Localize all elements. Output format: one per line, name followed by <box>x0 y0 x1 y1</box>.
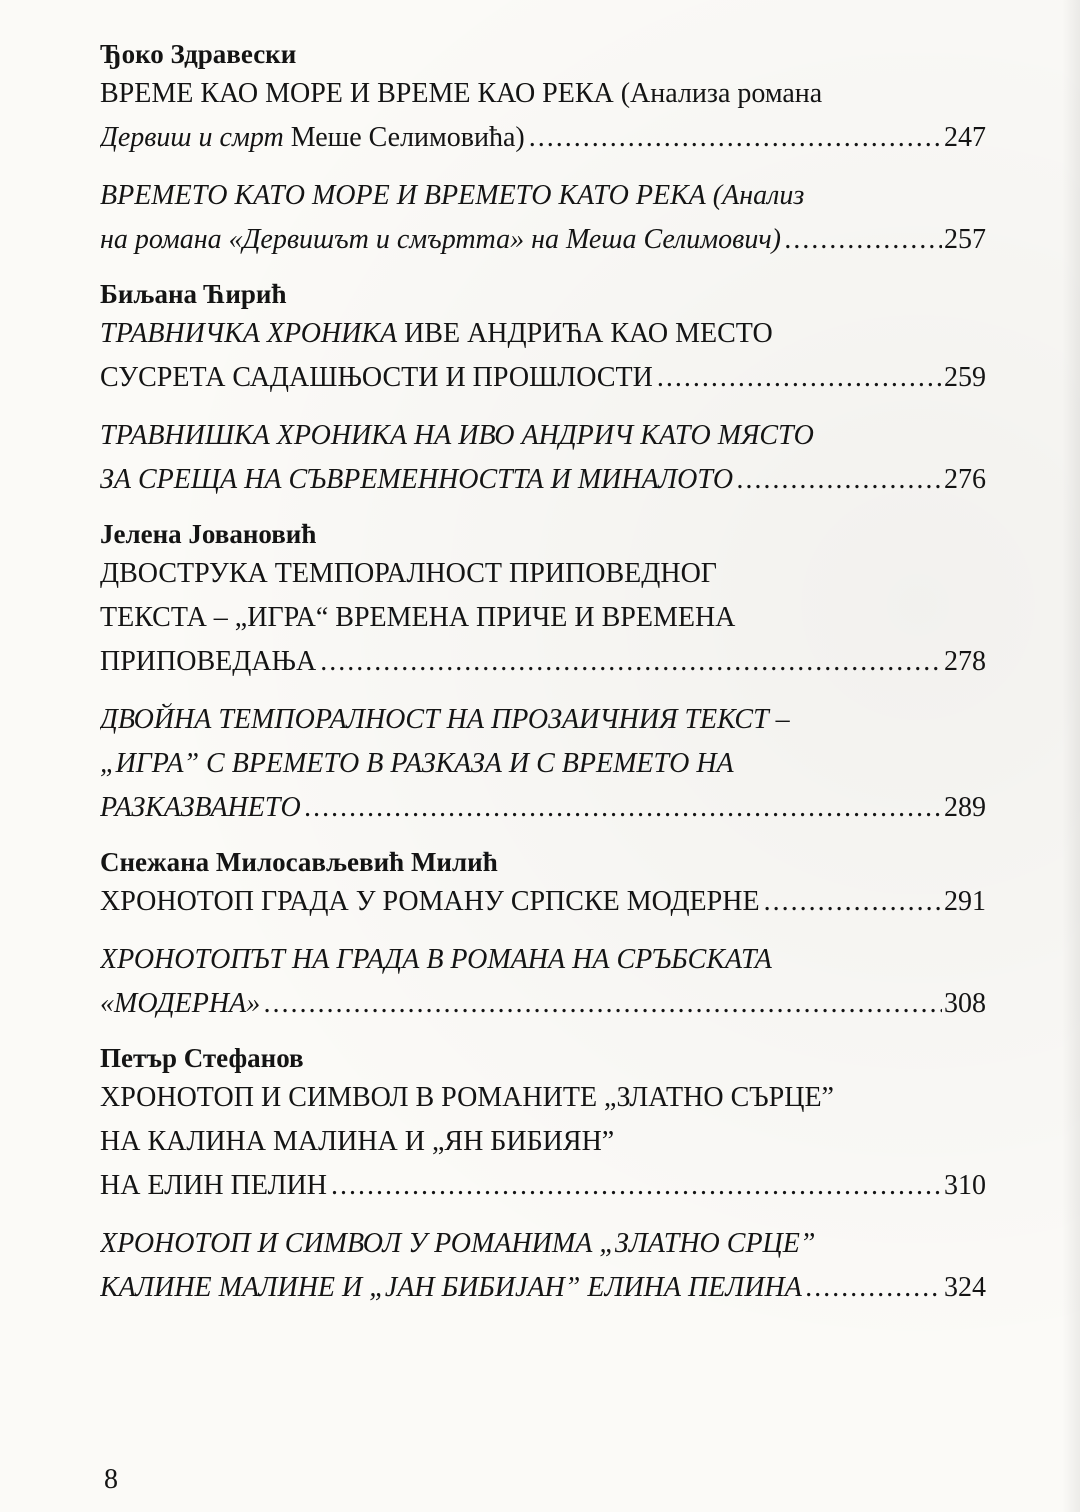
entry-leader-line <box>100 1164 986 1208</box>
entry-leader-line <box>100 116 986 160</box>
dot-leader <box>764 880 942 924</box>
page-ref: 291 <box>944 886 986 917</box>
dot-leader <box>785 218 942 262</box>
entry-title-line <box>100 312 986 356</box>
toc-entry-translation <box>100 414 986 502</box>
entry-title-italic: ТРАВНИЧКА ХРОНИКА <box>100 318 398 349</box>
entry-leader-line <box>100 982 986 1026</box>
entry-title-text: РАЗКАЗВАНЕТО <box>100 792 301 823</box>
entry-title-line: ТРАВНИШКА ХРОНИКА НА ИВО АНДРИЧ КАТО МЯСТО <box>100 420 814 451</box>
table-of-contents <box>100 36 986 1310</box>
page-ref: 308 <box>944 988 986 1019</box>
entry-title-line: НА КАЛИНА МАЛИНА И „ЯН БИБИЯН” <box>100 1126 615 1157</box>
entry-leader-line <box>100 880 986 924</box>
entry-title-text: ЗА СРЕЩА НА СЪВРЕМЕННОСТТА И МИНАЛОТО <box>100 464 734 495</box>
entry-leader-line <box>100 356 986 400</box>
entry-title-text: «МОДЕРНА» <box>100 988 261 1019</box>
dot-leader <box>657 356 942 400</box>
entry-title-line: ТЕКСТА – „ИГРА“ ВРЕМЕНА ПРИЧЕ И ВРЕМЕНА <box>100 602 736 633</box>
page-ref: 247 <box>944 122 986 153</box>
entry-leader-line <box>100 458 986 502</box>
author-name: Петър Стефанов <box>100 1043 304 1073</box>
page-ref: 324 <box>944 1272 986 1303</box>
page-ref: 289 <box>944 792 986 823</box>
dot-leader <box>305 786 942 830</box>
entry-title-line: ВРЕМЕ КАО МОРЕ И ВРЕМЕ КАО РЕКА (Анализа романа <box>100 78 823 109</box>
dot-leader <box>320 640 942 684</box>
dot-leader <box>737 458 942 502</box>
toc-entry <box>100 552 986 684</box>
author-name: Јелена Јовановић <box>100 519 317 549</box>
entry-title-text: на романа «Дервишът и смъртта» на Меша Селимович) <box>100 224 782 255</box>
entry-leader-line <box>100 786 986 830</box>
page-ref: 278 <box>944 646 986 677</box>
author-name: Снежана Милосављевић Милић <box>100 847 498 877</box>
page-number: 8 <box>104 1464 118 1495</box>
page-ref: 257 <box>944 224 986 255</box>
entry-title-text: НА ЕЛИН ПЕЛИН <box>100 1170 327 1201</box>
toc-entry <box>100 880 986 924</box>
entry-title-text: КАЛИНЕ МАЛИНЕ И „ЈАН БИБИЈАН” ЕЛИНА ПЕЛИНА <box>100 1272 802 1303</box>
entry-title-line: ХРОНОТОПЪТ НА ГРАДА В РОМАНА НА СРЪБСКАТА <box>100 944 772 975</box>
author-name: Биљана Ћирић <box>100 279 287 309</box>
entry-title-line: ДВОЙНА ТЕМПОРАЛНОСТ НА ПРОЗАИЧНИЯ ТЕКСТ – <box>100 704 790 735</box>
entry-title-line: ДВОСТРУКА ТЕМПОРАЛНОСТ ПРИПОВЕДНОГ <box>100 558 717 589</box>
entry-title-text: Меше Селимовића) <box>283 122 525 153</box>
toc-entry-translation <box>100 938 986 1026</box>
author-name: Ђоко Здравески <box>100 39 297 69</box>
entry-title-line: ВРЕМЕТО КАТО МОРЕ И ВРЕМЕТО КАТО РЕКА (Анализ <box>100 180 805 211</box>
dot-leader <box>806 1266 942 1310</box>
toc-entry-translation <box>100 174 986 262</box>
dot-leader <box>264 982 942 1026</box>
page-ref: 276 <box>944 464 986 495</box>
toc-entry-translation <box>100 698 986 830</box>
dot-leader <box>331 1164 942 1208</box>
entry-title-text: ПРИПОВЕДАЊА <box>100 646 317 677</box>
entry-title-line: „ИГРА” С ВРЕМЕТО В РАЗКАЗА И С ВРЕМЕТО НА <box>100 748 734 779</box>
entry-title-italic: Дервиш и смрт <box>100 122 284 153</box>
toc-entry <box>100 312 986 400</box>
entry-title-line: ХРОНОТОП И СИМВОЛ У РОМАНИМА „ЗЛАТНО СРЦЕ” <box>100 1228 816 1259</box>
entry-title-line: ХРОНОТОП И СИМВОЛ В РОМАНИТЕ „ЗЛАТНО СЪРЦЕ” <box>100 1082 834 1113</box>
entry-title-text: ХРОНОТОП ГРАДА У РОМАНУ СРПСКЕ МОДЕРНЕ <box>100 886 760 917</box>
page-ref: 310 <box>944 1170 986 1201</box>
toc-entry-translation <box>100 1222 986 1310</box>
entry-leader-line <box>100 218 986 262</box>
toc-entry <box>100 72 986 160</box>
entry-leader-line <box>100 1266 986 1310</box>
entry-leader-line <box>100 640 986 684</box>
entry-title-text: ИВЕ АНДРИЋА КАО МЕСТО <box>397 318 773 349</box>
entry-title-text: СУСРЕТА САДАШЊОСТИ И ПРОШЛОСТИ <box>100 362 653 393</box>
page-ref: 259 <box>944 362 986 393</box>
dot-leader <box>529 116 942 160</box>
toc-entry <box>100 1076 986 1208</box>
